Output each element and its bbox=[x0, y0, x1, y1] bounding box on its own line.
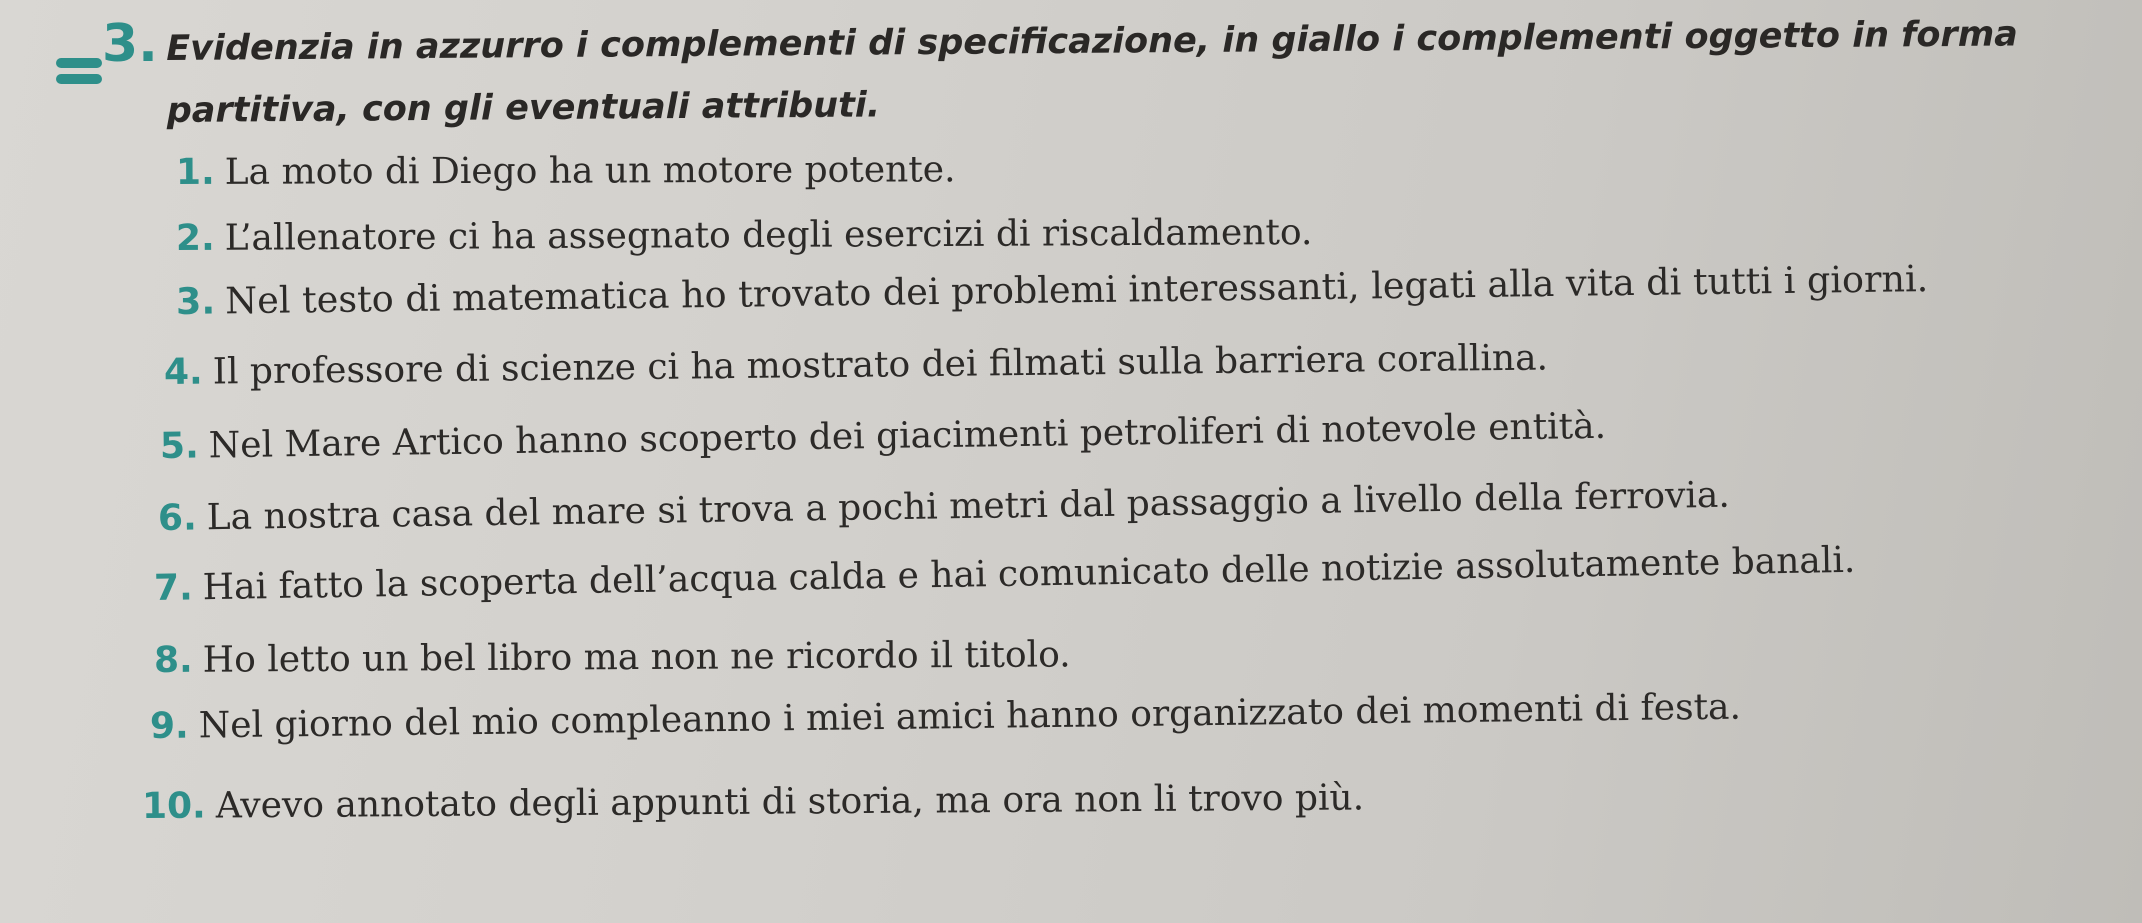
sentence-item bbox=[154, 634, 1071, 681]
sentence-item bbox=[150, 687, 1741, 747]
sentence-number: 1. bbox=[175, 151, 215, 193]
sentence-number: 9. bbox=[149, 705, 189, 747]
sentence-number: 3. bbox=[175, 279, 216, 323]
sentence-number: 10. bbox=[141, 785, 206, 827]
sentence-item bbox=[164, 338, 1548, 393]
sentence-item bbox=[176, 212, 1313, 259]
sentence-item bbox=[142, 777, 1364, 827]
sentence-number: 6. bbox=[157, 497, 198, 539]
sentence-number: 7. bbox=[153, 567, 194, 609]
sentence-item bbox=[158, 475, 1730, 539]
sentence-text: L’allenatore ci ha assegnato degli esercizi di riscaldamento. bbox=[224, 212, 1313, 259]
sentence-text: Hai fatto la scoperta dell’acqua calda e hai comunicato delle notizie assolutamente banali. bbox=[202, 539, 1856, 609]
sentence-number: 8. bbox=[153, 639, 193, 681]
sentence-text: La nostra casa del mare si trova a pochi metri dal passaggio a livello della ferrovia. bbox=[206, 474, 1731, 539]
sentence-item bbox=[154, 540, 1856, 609]
sentence-text: La moto di Diego ha un motore potente. bbox=[224, 149, 956, 193]
exercise-number: 3. bbox=[102, 14, 158, 74]
sentence-item bbox=[176, 149, 956, 193]
sentence-text: Nel testo di matematica ho trovato dei problemi interessanti, legati alla vita di tutti i giorni. bbox=[224, 257, 1929, 323]
sentence-item bbox=[176, 257, 1929, 323]
exercise-instruction: Evidenzia in azzurro i complementi di specificazione, in giallo i complementi oggetto in forma partitiva, con gli eventuali attributi. bbox=[166, 14, 2018, 131]
sentence-text: Avevo annotato degli appunti di storia, ma ora non li trovo più. bbox=[215, 777, 1365, 827]
sentence-text: Ho letto un bel libro ma non ne ricordo il titolo. bbox=[202, 634, 1071, 681]
sentence-text: Nel Mare Artico hanno scoperto dei giacimenti petroliferi di notevole entità. bbox=[208, 405, 1607, 467]
sentence-item bbox=[160, 406, 1607, 467]
sentence-number: 5. bbox=[159, 425, 200, 467]
sentence-number: 2. bbox=[175, 217, 215, 259]
sentence-text: Il professore di scienze ci ha mostrato dei filmati sulla barriera corallina. bbox=[212, 337, 1549, 393]
sentence-text: Nel giorno del mio compleanno i miei amici hanno organizzato dei momenti di festa. bbox=[198, 686, 1742, 747]
sentence-number: 4. bbox=[163, 351, 203, 393]
